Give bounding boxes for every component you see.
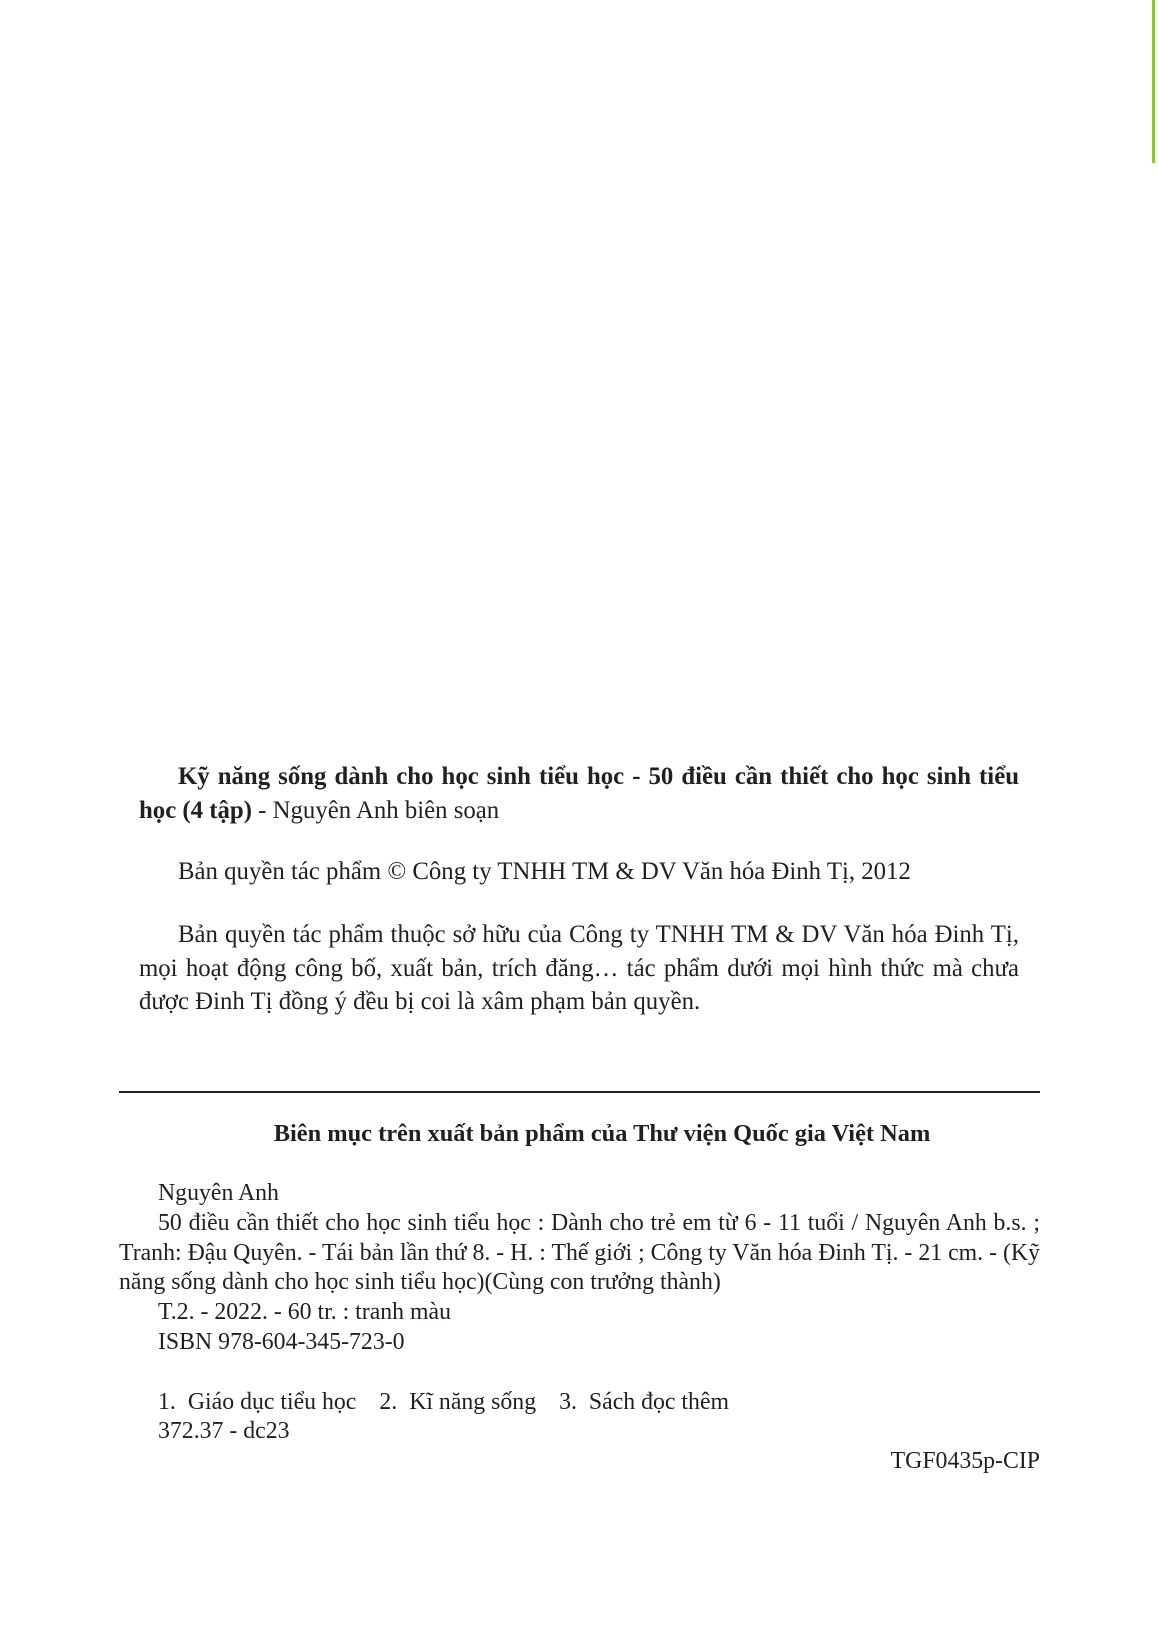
cip-classification: 372.37 - dc23	[158, 1418, 290, 1445]
copyright-notice-paragraph	[139, 855, 1019, 889]
cip-subject-label: Kĩ năng sống	[409, 1388, 537, 1415]
cip-record-id: TGF0435p-CIP	[890, 1448, 1040, 1475]
cip-subject-item	[158, 1389, 356, 1415]
rights-statement-line: mọi hoạt động công bố, xuất bản, trích đăng… tác phẩm dưới mọi hình thức mà chưa	[139, 954, 1019, 982]
section-divider	[119, 1091, 1040, 1093]
rights-statement-line: được Đinh Tị đồng ý đều bị coi là xâm phạm bản quyền.	[139, 988, 701, 1015]
cip-subject-item	[379, 1389, 536, 1415]
page-edge-green-line	[1152, 0, 1155, 163]
book-title-paragraph	[139, 760, 1019, 827]
cip-subject-number: 3.	[559, 1388, 577, 1415]
book-title-line-with-credit	[139, 794, 1019, 828]
cip-subject-item	[559, 1389, 729, 1415]
book-title-line: học (4 tập)	[139, 796, 252, 824]
cip-isbn: ISBN 978-604-345-723-0	[158, 1328, 405, 1355]
cip-author: Nguyên Anh	[158, 1180, 279, 1206]
cip-description-line: 50 điều cần thiết cho học sinh tiểu học : Dành cho trẻ em từ 6 - 11 tuổi / Nguyên Anh b.s. ;	[158, 1209, 1040, 1236]
cip-subject-label: Sách đọc thêm	[588, 1388, 730, 1415]
cip-description-line: năng sống dành cho học sinh tiểu học)(Cùng con trưởng thành)	[119, 1269, 721, 1296]
compiler-credit: - Nguyên Anh biên soạn	[258, 796, 500, 824]
rights-statement-line: Bản quyền tác phẩm thuộc sở hữu của Công ty TNHH TM & DV Văn hóa Đinh Tị,	[178, 921, 1019, 948]
cip-description-line: Tranh: Đậu Quyên. - Tái bản lần thứ 8. - H. : Thế giới ; Công ty Văn hóa Đinh Tị. - 21 cm. - (Kỹ	[119, 1239, 1040, 1266]
cip-volume-info: T.2. - 2022. - 60 tr. : tranh màu	[158, 1299, 451, 1326]
book-title-line: Kỹ năng sống dành cho học sinh tiểu học - 50 điều cần thiết cho học sinh tiểu	[178, 763, 1019, 790]
cip-subject-number: 1.	[158, 1388, 176, 1415]
cip-subject-label: Giáo dục tiểu học	[187, 1388, 357, 1415]
rights-statement-paragraph	[139, 918, 1019, 1019]
copyright-notice: Bản quyền tác phẩm © Công ty TNHH TM & DV Văn hóa Đinh Tị, 2012	[178, 858, 911, 885]
cip-heading: Biên mục trên xuất bản phẩm của Thư viện Quốc gia Việt Nam	[273, 1120, 931, 1147]
cip-subjects	[119, 1388, 1040, 1418]
cip-subject-number: 2.	[379, 1388, 398, 1415]
cip-record	[119, 1179, 1040, 1477]
